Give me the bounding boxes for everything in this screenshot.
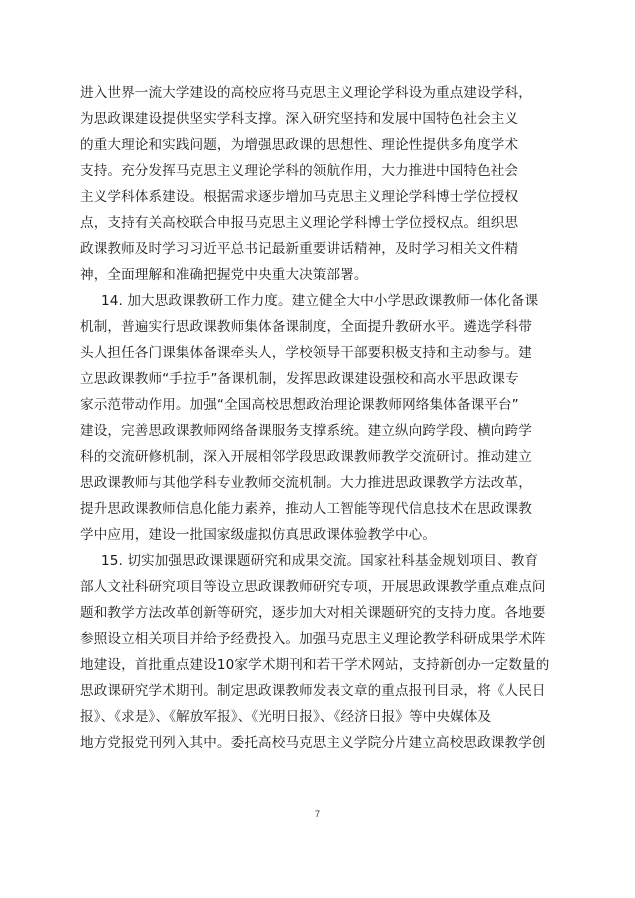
body-text-line: 科的交流研修机制，深入开展相邻学段思政课教师教学交流研讨。推动建立	[80, 449, 532, 465]
body-text-line: 支持。充分发挥马克思主义理论学科的领航作用，大力推进中国特色社会	[80, 163, 519, 179]
body-text-line: 主义学科体系建设。根据需求逐步增加马克思主义理论学科博士学位授权	[80, 189, 519, 205]
body-text-line: 报》、《求是》、《解放军报》、《光明日报》、《经济日报》等中央媒体及	[80, 709, 492, 725]
section-heading-line: 15. 切实加强思政课课题研究和成果交流。国家社科基金规划项目、教育	[101, 553, 539, 569]
body-text-line: 提升思政课教师信息化能力素养，推动人工智能等现代信息技术在思政课教	[80, 501, 532, 517]
body-text-line: 部人文社科研究项目等设立思政课教师研究专项，开展思政课教学重点难点问	[80, 579, 546, 595]
body-text-line: 的重大理论和实践问题，为增强思政课的思想性、理论性提供多角度学术	[80, 137, 519, 153]
body-text-line: 地建设，首批重点建设10家学术期刊和若干学术网站，支持新创办一定数量的	[80, 657, 550, 673]
body-text-line: 立思政课教师“手拉手”备课机制，发挥思政课建设强校和高水平思政课专	[80, 371, 519, 387]
body-text-line: 政课教师及时学习习近平总书记最新重要讲话精神，及时学习相关文件精	[80, 241, 519, 257]
body-text-line: 建设，完善思政课教师网络备课服务支撑系统。建立纵向跨学段、横向跨学	[80, 423, 532, 439]
body-text-line: 家示范带动作用。加强“全国高校思想政治理论课教师网络集体备课平台”	[80, 397, 519, 413]
section-heading-line: 14. 加大思政课教研工作力度。建立健全大中小学思政课教师一体化备课	[101, 293, 539, 309]
body-text-line: 地方党报党刊列入其中。委托高校马克思主义学院分片建立高校思政课教学创	[80, 735, 546, 751]
body-text-line: 为思政课建设提供坚实学科支撑。深入研究坚持和发展中国特色社会主义	[80, 111, 519, 127]
body-text-line: 学中应用，建设一批国家级虚拟仿真思政课体验教学中心。	[80, 527, 437, 543]
body-text-line: 头人担任各门课集体备课牵头人，学校领导干部要积极支持和主动参与。建	[80, 345, 532, 361]
body-text-line: 进入世界一流大学建设的高校应将马克思主义理论学科设为重点建设学科，	[80, 85, 532, 101]
page-number: 7	[314, 809, 320, 819]
body-text-line: 点，支持有关高校联合申报马克思主义理论学科博士学位授权点。组织思	[80, 215, 519, 231]
body-text-line: 题和教学方法改革创新等研究，逐步加大对相关课题研究的支持力度。各地要	[80, 605, 546, 621]
body-text-line: 思政课研究学术期刊。制定思政课教师发表文章的重点报刊目录，将《人民日	[80, 683, 546, 699]
body-text-line: 参照设立相关项目并给予经费投入。加强马克思主义理论教学科研成果学术阵	[80, 631, 546, 647]
body-text-line: 神，全面理解和准确把握党中央重大决策部署。	[80, 267, 368, 283]
body-text-line: 机制，普遍实行思政课教师集体备课制度，全面提升教研水平。遴选学科带	[80, 319, 532, 335]
body-text-line: 思政课教师与其他学科专业教师交流机制。大力推进思政课教学方法改革，	[80, 475, 532, 491]
